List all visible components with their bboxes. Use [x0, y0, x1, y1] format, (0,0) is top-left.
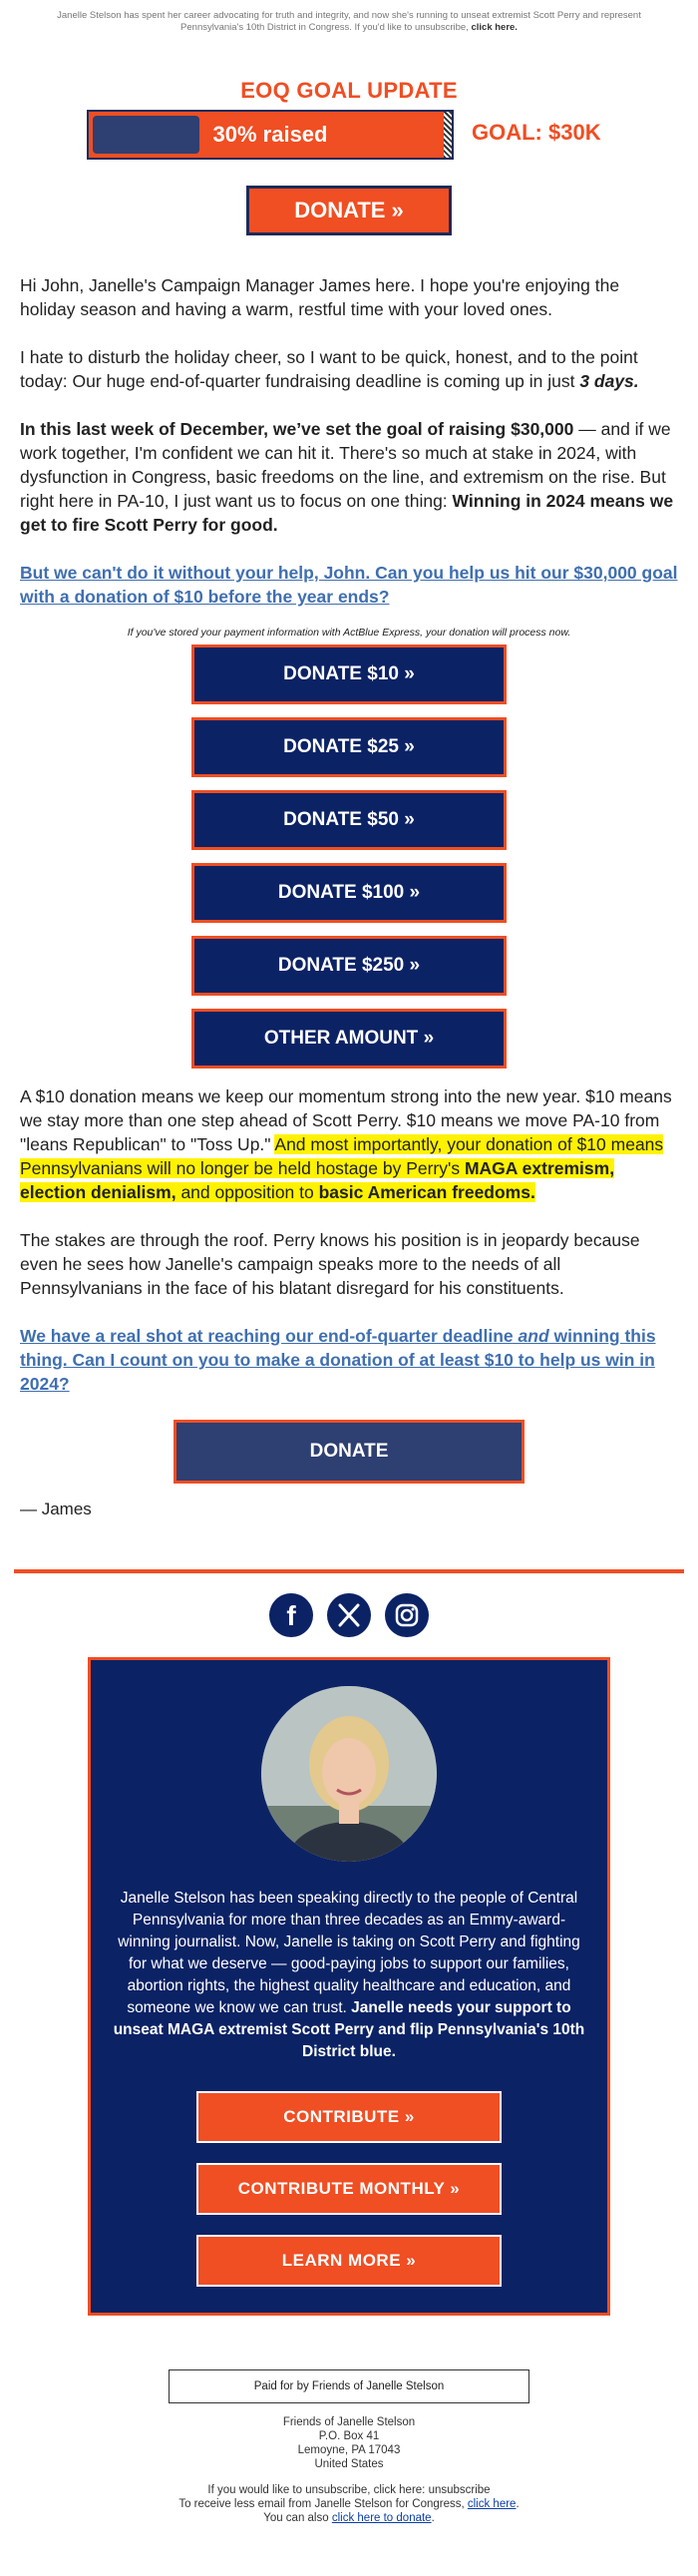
goal-progress-bar — [87, 110, 454, 160]
less-email-text: To receive less email from Janelle Stelson for Congress, — [178, 2498, 468, 2510]
ask-link-paragraph[interactable]: But we can't do it without your help, John. Can you help us hit our $30,000 goal with a donation of $10 before the year ends? — [20, 563, 678, 607]
goal-progress-label: 30% raised — [212, 122, 328, 147]
unsubscribe-line[interactable]: If you would like to unsubscribe, click here: unsubscribe — [207, 2484, 491, 2496]
greeting-paragraph: Hi John, Janelle's Campaign Manager James here. I hope you're enjoying the holiday season and having a warm, restful time with your loved ones. — [20, 275, 620, 319]
svg-text:f: f — [285, 1600, 296, 1631]
candidate-bio — [113, 1888, 585, 2063]
email-body-continued — [0, 1084, 698, 1396]
donate-25-button[interactable]: DONATE $25 » — [191, 717, 507, 777]
contribute-button[interactable]: CONTRIBUTE » — [196, 2091, 502, 2143]
goal-paragraph-emphasis: Winning in 2024 means we get to fire Scott Perry for good. — [20, 491, 674, 535]
impact-paragraph — [20, 1084, 678, 1204]
goal-amount-label: GOAL: $30K — [472, 120, 601, 145]
donate-button-stack — [0, 644, 698, 1069]
preheader-unsubscribe-link[interactable]: click here. — [471, 22, 518, 33]
candidate-bio-panel — [88, 1657, 610, 2316]
impact-highlight-bold-1: MAGA extremism, election denialism, — [20, 1158, 615, 1202]
address-line: Friends of Janelle Stelson — [282, 2416, 416, 2428]
learn-more-button[interactable]: LEARN MORE » — [196, 2235, 502, 2287]
donate-100-button[interactable]: DONATE $100 » — [191, 863, 507, 923]
impact-highlight-text-2: and opposition to — [175, 1182, 319, 1202]
goal-progress-row — [0, 110, 698, 164]
footer-divider — [14, 1569, 684, 1573]
candidate-bio-bold: Janelle needs your support to unseat MAGA extremist Scott Perry and flip Pennsylvania's 10th District blue. — [113, 1999, 585, 2060]
donate-10-button[interactable]: DONATE $10 » — [191, 644, 507, 704]
donate-other-amount-button[interactable]: OTHER AMOUNT » — [191, 1009, 507, 1069]
address-line: Lemoyne, PA 17043 — [297, 2444, 401, 2456]
less-email-line: To receive less email from Janelle Stelson for Congress, click here. — [178, 2498, 520, 2510]
contribute-monthly-button[interactable]: CONTRIBUTE MONTHLY » — [196, 2163, 502, 2215]
address-line: P.O. Box 41 — [318, 2430, 380, 2442]
donate-50-button[interactable]: DONATE $50 » — [191, 790, 507, 850]
impact-highlight-text: And most importantly, your donation of $10 means Pennsylvanians will no longer be held hostage by Perry's — [20, 1134, 664, 1178]
impact-highlight-bold-2: basic American freedoms. — [318, 1182, 535, 1202]
goal-paragraph-bold: In this last week of December, we’ve set the goal of raising $30,000 — [20, 419, 574, 439]
top-donate-button[interactable]: DONATE » — [246, 186, 452, 235]
goal-title: EOQ GOAL UPDATE — [240, 78, 458, 103]
instagram-icon[interactable] — [385, 1593, 429, 1637]
donate-250-button[interactable]: DONATE $250 » — [191, 936, 507, 996]
x-twitter-icon[interactable] — [327, 1593, 371, 1637]
candidate-photo — [261, 1686, 437, 1862]
deadline-paragraph — [20, 345, 678, 393]
donate-footer-link[interactable]: click here to donate — [331, 2512, 432, 2524]
final-ask-italic: and — [518, 1326, 549, 1346]
deadline-text: I hate to disturb the holiday cheer, so I want to be quick, honest, and to the point today: Our huge end-of-quarter fundraising deadline is coming up in just — [20, 347, 638, 391]
goal-paragraph-text: — and if we work together, I'm confident we can hit it. There's so much at stake in 2024, with dysfunction in Congress, basic freedoms on the line, and extremism on the rise. But right here in PA-10, I just want us to focus on one thing: — [20, 419, 671, 511]
goal-paragraph — [20, 417, 678, 537]
address-line: United States — [314, 2458, 384, 2470]
final-ask-text-2: winning this thing. Can I count on you to make a donation of at least $10 to help us win in 2024? — [20, 1326, 656, 1394]
actblue-express-note: If you've stored your payment information with ActBlue Express, your donation will process now. — [127, 627, 571, 639]
preheader-text: Janelle Stelson has spent her career advocating for truth and integrity, and now she's running to unseat extremist Scott Perry and represent Pennsylvania's 10th District in Congress. If you'd like to unsubscribe, — [57, 10, 641, 33]
final-donate-button[interactable]: DONATE — [174, 1420, 524, 1484]
less-email-link[interactable]: click here — [467, 2498, 517, 2510]
social-links — [0, 1593, 698, 1639]
impact-text: A $10 donation means we keep our momentum strong into the new year. $10 means we stay more than one step ahead of Scott Perry. $10 means we move PA-10 from "leans Republican" to "Toss Up." — [20, 1086, 672, 1154]
facebook-icon[interactable] — [269, 1593, 313, 1637]
unsubscribe-block — [0, 2483, 698, 2525]
final-ask-text-1: We have a real shot at reaching our end-of-quarter deadline — [20, 1326, 519, 1346]
donate-footer-line: You can also click here to donate. — [263, 2512, 435, 2524]
candidate-bio-text: Janelle Stelson has been speaking directly to the people of Central Pennsylvania for more than three decades as an Emmy-award-winning journalist. Now, Janelle is taking on Scott Perry and fighting for what we deserve — good-paying jobs to support our families, abortion rights, the highest quality healthcare and education, and someone we know we can trust. — [118, 1890, 580, 2016]
deadline-days: 3 days. — [579, 371, 639, 391]
donate-footer-text: You can also — [263, 2512, 332, 2524]
signature: — James — [20, 1500, 92, 1518]
final-ask-link-paragraph[interactable] — [20, 1324, 678, 1396]
stakes-paragraph: The stakes are through the roof. Perry knows his position is in jeopardy because even he sees how Janelle's campaign speaks more to the needs of all Pennsylvanians in the face of his blatant disregard for his constituents. — [20, 1230, 640, 1298]
mailing-address — [0, 2415, 698, 2471]
paid-for-disclaimer: Paid for by Friends of Janelle Stelson — [169, 2369, 529, 2403]
goal-progress-end-marker — [444, 112, 452, 158]
email-body — [0, 273, 698, 609]
preheader — [0, 0, 698, 34]
